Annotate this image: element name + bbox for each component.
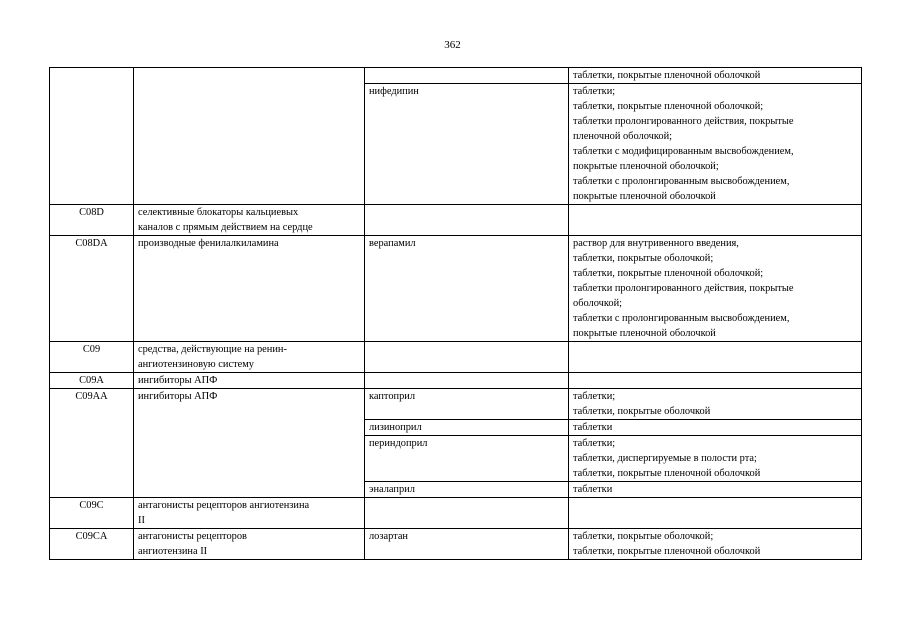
- dosage-form-line: таблетки, покрытые пленочной оболочкой;: [573, 268, 764, 279]
- table-row: [50, 389, 862, 420]
- drug-name-cell: нифедипин: [365, 84, 569, 205]
- dosage-form-line: таблетки, покрытые пленочной оболочкой: [573, 546, 761, 557]
- group-name-cell: [134, 236, 365, 342]
- table-row: [50, 205, 862, 236]
- group-name-cell: [134, 529, 365, 560]
- drug-name-cell: эналаприл: [365, 482, 569, 498]
- dosage-form-line: покрытые пленочной оболочкой: [573, 191, 716, 202]
- dosage-form-line: таблетки;: [573, 438, 616, 449]
- drug-name-cell: [365, 205, 569, 236]
- dosage-form-line: таблетки, покрытые пленочной оболочкой: [573, 468, 761, 479]
- group-name-cell: [134, 205, 365, 236]
- group-name-line: ингибиторы АПФ: [138, 375, 218, 386]
- table-row: [50, 236, 862, 342]
- table-row: [50, 68, 862, 84]
- drug-name-cell: [365, 342, 569, 373]
- group-name-cell: [134, 498, 365, 529]
- table-row: [50, 373, 862, 389]
- group-name-line: средства, действующие на ренин-: [138, 344, 287, 355]
- dosage-form-line: раствор для внутривенного введения,: [573, 238, 739, 249]
- group-name-line: ангиотензина II: [138, 546, 208, 557]
- dosage-form-line: таблетки, покрытые пленочной оболочкой: [573, 70, 761, 81]
- dosage-form-line: покрытые пленочной оболочкой: [573, 328, 716, 339]
- drug-name-cell: [365, 373, 569, 389]
- atc-code-cell: C09AA: [50, 389, 134, 498]
- group-name-cell: [134, 342, 365, 373]
- group-name-line: производные фенилалкиламина: [138, 238, 279, 249]
- drug-name-cell: лозартан: [365, 529, 569, 560]
- dosage-form-line: таблетки, покрытые оболочкой: [573, 406, 711, 417]
- drug-name-cell: периндоприл: [365, 436, 569, 482]
- dosage-form-line: таблетки, покрытые пленочной оболочкой;: [573, 101, 764, 112]
- group-name-cell: [134, 68, 365, 205]
- atc-code-cell: [50, 68, 134, 205]
- atc-code-cell: C08D: [50, 205, 134, 236]
- group-name-line: II: [138, 515, 145, 526]
- dosage-form-line: таблетки с пролонгированным высвобождением,: [573, 176, 790, 187]
- drug-name-cell: лизиноприл: [365, 420, 569, 436]
- dosage-form-line: таблетки;: [573, 86, 616, 97]
- dosage-form-line: таблетки пролонгированного действия, покрытые: [573, 116, 794, 127]
- table-row: [50, 342, 862, 373]
- drug-name-cell: [365, 498, 569, 529]
- dosage-forms-cell: [569, 498, 862, 529]
- dosage-forms-cell: [569, 205, 862, 236]
- dosage-forms-cell: [569, 84, 862, 205]
- group-name-cell: [134, 389, 365, 498]
- group-name-line: каналов с прямым действием на сердце: [138, 222, 313, 233]
- dosage-form-line: оболочкой;: [573, 298, 623, 309]
- atc-code-cell: C09CA: [50, 529, 134, 560]
- drug-name-cell: каптоприл: [365, 389, 569, 420]
- drug-name-cell: [365, 68, 569, 84]
- table-row: [50, 498, 862, 529]
- dosage-forms-cell: [569, 436, 862, 482]
- dosage-form-line: таблетки, покрытые оболочкой;: [573, 253, 714, 264]
- atc-code-cell: C09C: [50, 498, 134, 529]
- dosage-forms-cell: [569, 373, 862, 389]
- dosage-form-line: покрытые пленочной оболочкой;: [573, 161, 719, 172]
- dosage-form-line: таблетки с пролонгированным высвобождением,: [573, 313, 790, 324]
- dosage-form-line: пленочной оболочкой;: [573, 131, 673, 142]
- dosage-forms-cell: [569, 236, 862, 342]
- group-name-line: антагонисты рецепторов ангиотензина: [138, 500, 310, 511]
- dosage-form-line: таблетки, покрытые оболочкой;: [573, 531, 714, 542]
- dosage-forms-cell: [569, 389, 862, 420]
- table-row: [50, 529, 862, 560]
- dosage-form-line: таблетки: [573, 484, 613, 495]
- atc-code-cell: C08DA: [50, 236, 134, 342]
- dosage-forms-cell: [569, 342, 862, 373]
- group-name-line: селективные блокаторы кальциевых: [138, 207, 299, 218]
- atc-code-cell: C09A: [50, 373, 134, 389]
- dosage-form-line: таблетки с модифицированным высвобождением,: [573, 146, 794, 157]
- dosage-forms-cell: [569, 482, 862, 498]
- group-name-line: ангиотензиновую систему: [138, 359, 255, 370]
- medication-table: [49, 67, 862, 560]
- dosage-form-line: таблетки: [573, 422, 613, 433]
- dosage-form-line: таблетки пролонгированного действия, покрытые: [573, 283, 794, 294]
- group-name-line: антагонисты рецепторов: [138, 531, 247, 542]
- dosage-forms-cell: [569, 529, 862, 560]
- group-name-line: ингибиторы АПФ: [138, 391, 218, 402]
- atc-code-cell: C09: [50, 342, 134, 373]
- dosage-forms-cell: [569, 68, 862, 84]
- group-name-cell: [134, 373, 365, 389]
- dosage-forms-cell: [569, 420, 862, 436]
- dosage-form-line: таблетки;: [573, 391, 616, 402]
- page-number: 362: [444, 39, 461, 51]
- dosage-form-line: таблетки, диспергируемые в полости рта;: [573, 453, 757, 464]
- drug-name-cell: верапамил: [365, 236, 569, 342]
